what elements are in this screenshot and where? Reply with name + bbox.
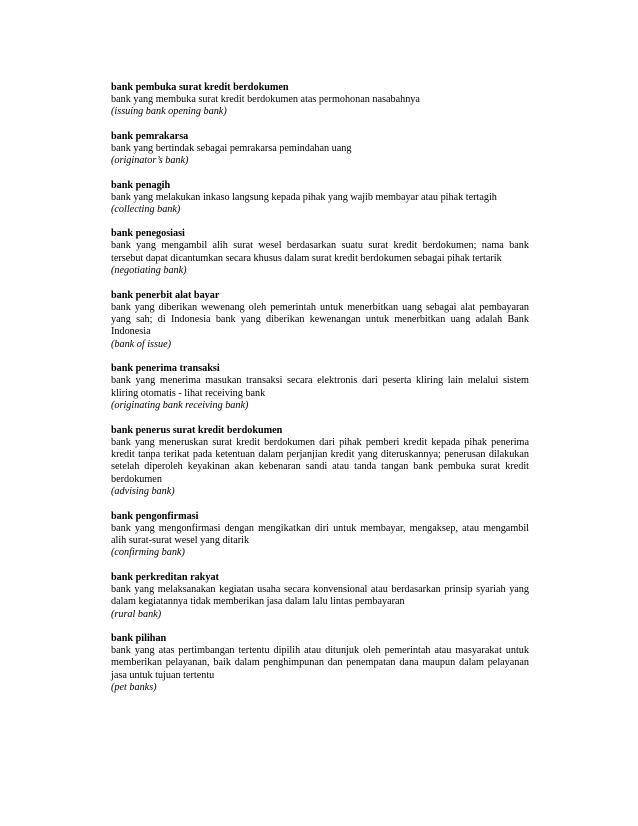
entry-term: bank pembuka surat kredit berdokumen (111, 82, 289, 93)
entry-definition: bank yang melaksanakan kegiatan usaha secara konvensional atau berdasarkan prinsip syariah yang dalam kegiatannya tidak memberikan jasa dalam lalu lintas pembayaran (111, 583, 529, 608)
entry-english-term: (collecting bank) (111, 204, 181, 216)
entry-term: bank pilihan (111, 632, 167, 644)
entry-english-term: (advising bank) (111, 486, 175, 498)
entry-english-term: (confirming bank) (111, 547, 185, 559)
entry-english-term: (negotiating bank) (111, 265, 187, 277)
entry-english-term: (bank of issue) (111, 338, 171, 350)
glossary-entry (111, 572, 529, 621)
entry-english-term: (pet banks) (111, 682, 157, 694)
entry-term: bank perkreditan rakyat (111, 571, 219, 583)
entry-english-term: (issuing bank opening bank) (111, 106, 227, 118)
glossary-entry (111, 290, 529, 352)
entry-definition: bank yang membuka surat kredit berdokumen atas permohonan nasabahnya (111, 94, 420, 105)
entry-english-term: (originator’s bank) (111, 155, 189, 167)
entry-definition: bank yang diberikan wewenang oleh pemerintah untuk menerbitkan uang sebagai alat pembayaran yang sah; di Indonesia bank yang diberikan kewenangan untuk menerbitkan uang adalah Bank Indonesia (111, 301, 529, 338)
entry-term: bank pemrakarsa (111, 130, 189, 142)
glossary-page (111, 82, 529, 707)
entry-english-term: (rural bank) (111, 608, 162, 620)
entry-term: bank penerima transaksi (111, 363, 220, 375)
entry-term: bank penerus surat kredit berdokumen (111, 424, 283, 436)
entry-english-term: (originating bank receiving bank) (111, 400, 249, 412)
entry-definition: bank yang meneruskan surat kredit berdokumen dari pihak pemberi kredit kepada pihak penerima kredit tanpa terikat pada ketentuan dalam perjanjian kredit yang diteruskannya; penerusan dilakukan setelah diperoleh keyakinan akan kebenaran sandi atau tanda tangan bank pembuka surat kredit berdokumen (111, 436, 529, 485)
entry-definition: bank yang bertindak sebagai pemrakarsa pemindahan uang (111, 142, 352, 154)
glossary-entry (111, 363, 529, 412)
entry-definition: bank yang mengambil alih surat wesel berdasarkan suatu surat kredit berdokumen; nama bank tersebut dapat dicantumkan secara khusus dalam surat kredit berdokumen sebagai pihak tertarik (111, 240, 529, 264)
entry-term: bank penerbit alat bayar (111, 289, 220, 301)
glossary-entry (111, 180, 529, 217)
entry-definition: bank yang mengonfirmasi dengan mengikatkan diri untuk membayar, mengaksep, atau mengambil alih surat-surat wesel yang ditarik (111, 522, 529, 546)
entry-definition: bank yang atas pertimbangan tertentu dipilih atau ditunjuk oleh pemerintah atau masyarakat untuk memberikan pelayanan, baik dalam penghimpunan dan penempatan dana maupun dalam pelayanan jasa untuk tujuan tertentu (111, 644, 529, 681)
glossary-entry (111, 82, 529, 119)
glossary-entry (111, 228, 529, 277)
glossary-entry (111, 425, 529, 499)
entry-definition: bank yang melakukan inkaso langsung kepada pihak yang wajib membayar atau pihak tertagih (111, 191, 497, 203)
entry-definition: bank yang menerima masukan transaksi secara elektronis dari peserta kliring lain melalui sistem kliring otomatis - lihat receiving bank (111, 375, 529, 399)
entry-term: bank penagih (111, 179, 171, 191)
entry-term: bank pengonfirmasi (111, 510, 199, 522)
glossary-entry (111, 131, 529, 168)
entry-term: bank penegosiasi (111, 228, 185, 240)
glossary-entry (111, 511, 529, 560)
glossary-entry (111, 633, 529, 695)
